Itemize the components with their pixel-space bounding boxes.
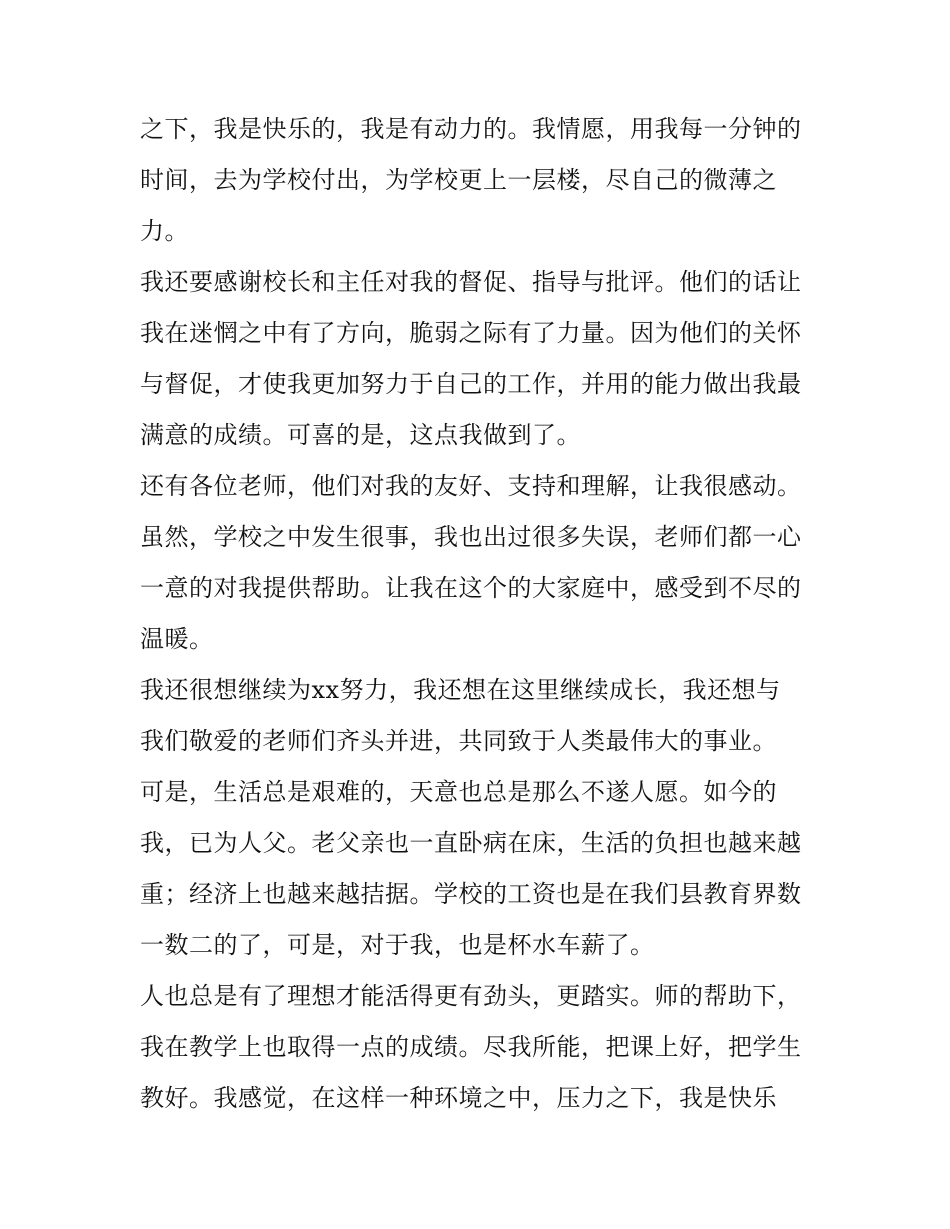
text-line: 我还要感谢校长和主任对我的督促、指导与批评。他们的话让 bbox=[140, 268, 802, 296]
text-line: 力。 bbox=[140, 217, 189, 245]
text-line: 我在教学上也取得一点的成绩。尽我所能，把课上好，把学生 bbox=[140, 1033, 802, 1061]
text-line: 虽然，学校之中发生很事，我也出过很多失误，老师们都一心 bbox=[140, 523, 802, 551]
text-line: 满意的成绩。可喜的是，这点我做到了。 bbox=[140, 421, 581, 449]
text-line: 我，已为人父。老父亲也一直卧病在床，生活的负担也越来越 bbox=[140, 829, 802, 857]
text-line: 人也总是有了理想才能活得更有劲头，更踏实。师的帮助下， bbox=[140, 982, 802, 1010]
text-line: 一意的对我提供帮助。让我在这个的大家庭中，感受到不尽的 bbox=[140, 574, 802, 602]
text-line: 之下，我是快乐的，我是有动力的。我情愿，用我每一分钟的 bbox=[140, 115, 802, 143]
text-line: 温暖。 bbox=[140, 625, 214, 653]
text-line: 我们敬爱的老师们齐头并进，共同致于人类最伟大的事业。 bbox=[140, 727, 777, 755]
text-line: 时间，去为学校付出，为学校更上一层楼，尽自己的微薄之 bbox=[140, 166, 777, 194]
text-line: 一数二的了，可是，对于我，也是杯水车薪了。 bbox=[140, 931, 655, 959]
text-line: 我在迷惘之中有了方向，脆弱之际有了力量。因为他们的关怀 bbox=[140, 319, 802, 347]
text-line: 还有各位老师，他们对我的友好、支持和理解，让我很感动。 bbox=[140, 472, 802, 500]
text-line: 可是，生活总是艰难的，天意也总是那么不遂人愿。如今的 bbox=[140, 778, 777, 806]
text-line: 与督促，才使我更加努力于自己的工作，并用的能力做出我最 bbox=[140, 370, 802, 398]
text-line: 我还很想继续为xx努力，我还想在这里继续成长，我还想与 bbox=[140, 676, 781, 704]
text-line: 教好。我感觉，在这样一种环境之中，压力之下，我是快乐 bbox=[140, 1084, 777, 1112]
text-line: 重；经济上也越来越拮据。学校的工资也是在我们县教育界数 bbox=[140, 880, 802, 908]
